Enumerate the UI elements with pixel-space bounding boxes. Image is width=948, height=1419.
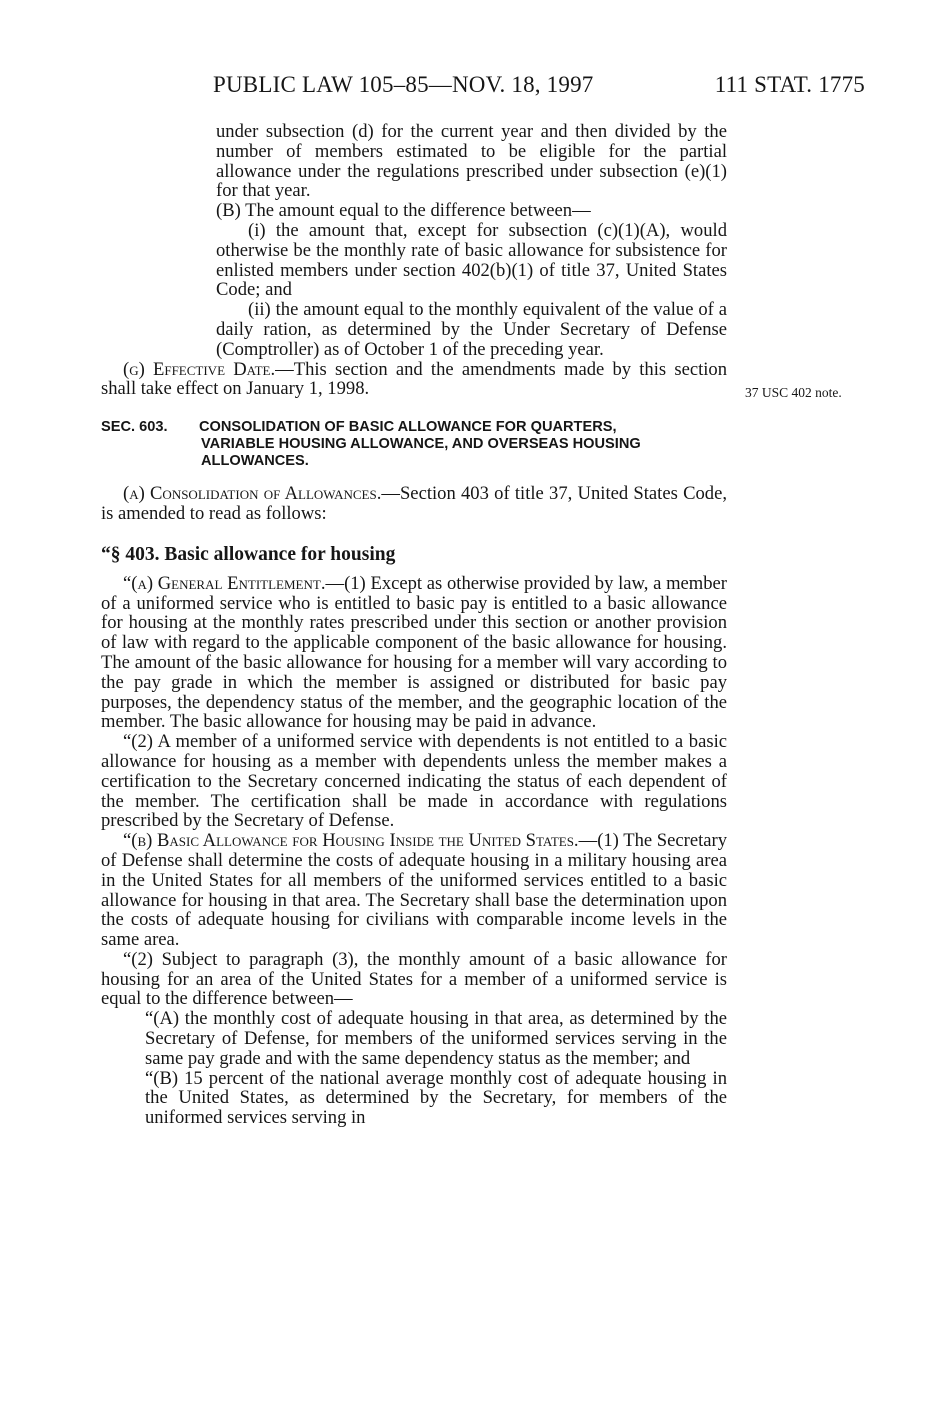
paragraph-continuation: under subsection (d) for the current year and then divided by the number of members estimated to be eligible for the partial allowance under the regulations prescribed under subsection (e)(1) for that year. [216,121,727,202]
header-statute-page: 111 STAT. 1775 [714,72,865,97]
paragraph-consolidation [101,484,727,524]
general-entitlement-heading: “(a) General Entitlement. [123,572,326,594]
paragraph-subparagraph-b-national: “(B) 15 percent of the national average monthly cost of adequate housing in the United States, as determined by the Secretary, for members of the uniformed services serving in [145,1067,727,1129]
paragraph-clause-ii: (ii) the amount equal to the monthly equivalent of the value of a daily ration, as determined by the Under Secretary of Defense (Comptroller) as of October 1 of the preceding year. [216,299,727,360]
section-number: SEC. 603. [101,419,168,436]
document-body [101,122,727,1128]
inside-us-text: —(1) The Secretary of Defense shall determine the costs of adequate housing in a military housing area in the United States for all members of the uniformed services entitled to a basic allowance for housing in that area. The Secretary shall base the determination upon the costs of adequate housing for civilians with comparable income levels in the same area. [101,830,727,951]
effective-date-text: —This section and the amendments made by this section shall take effect on January 1, 1998. [101,358,727,400]
margin-note: 37 USC 402 note. [745,385,842,400]
consolidation-heading: (a) Consolidation of Allowances. [123,483,382,505]
paragraph-clause-i: (i) the amount that, except for subsection (c)(1)(A), would otherwise be the monthly rate of basic allowance for subsistence for enlisted members under section 402(b)(1) of title 37, United States Code; and [216,219,727,301]
general-entitlement-text: —(1) Except as otherwise provided by law, a member of a uniformed service who is entitled to basic pay is entitled to a basic allowance for housing at the monthly rates prescribed under this section or another provision of law with regard to the applicable component of the basic allowance for housing. The amount of the basic allowance for housing for a member will vary according to the pay grade in which the member is assigned or distributed for basic pay purposes, the dependency status of the member, and the geographic location of the member. The basic allowance for housing may be paid in advance. [101,572,727,733]
paragraph-inside-us [101,831,727,950]
consolidation-text: —Section 403 of title 37, United States Code, is amended to read as follows: [101,483,727,524]
inside-us-heading: “(b) Basic Allowance for Housing Inside the United States. [123,830,579,852]
paragraph-subparagraph-a: “(A) the monthly cost of adequate housing in that area, as determined by the Secretary of Defense, for members of the uniformed services serving in the same pay grade and with the same dependency status as the member; and [145,1008,727,1069]
section-title-line-2: VARIABLE HOUSING ALLOWANCE, AND OVERSEAS HOUSING ALLOWANCES. [201,436,641,470]
header-law-citation: PUBLIC LAW 105–85—NOV. 18, 1997 [213,72,594,97]
page-header [213,72,865,102]
statute-section-heading: “§ 403. Basic allowance for housing [101,543,396,565]
section-title-line-1: CONSOLIDATION OF BASIC ALLOWANCE FOR QUARTERS, [199,419,617,436]
paragraph-monthly-amount: “(2) Subject to paragraph (3), the monthly amount of a basic allowance for housing for an area of the United States for a member of a uniformed service is equal to the difference between— [101,948,727,1010]
paragraph-dependents: “(2) A member of a uniformed service with dependents is not entitled to a basic allowance for housing as a member with dependents unless the member makes a certification to the Secretary concerned indicating the status of each dependent of the member. The certification shall be made in accordance with regulations prescribed by the Secretary of Defense. [101,731,727,832]
paragraph-general-entitlement [101,574,727,732]
effective-date-heading: (g) Effective Date. [123,358,276,380]
section-heading [101,419,727,470]
paragraph-effective-date [101,360,727,400]
paragraph-subparagraph-b: (B) The amount equal to the difference between— [216,200,591,222]
